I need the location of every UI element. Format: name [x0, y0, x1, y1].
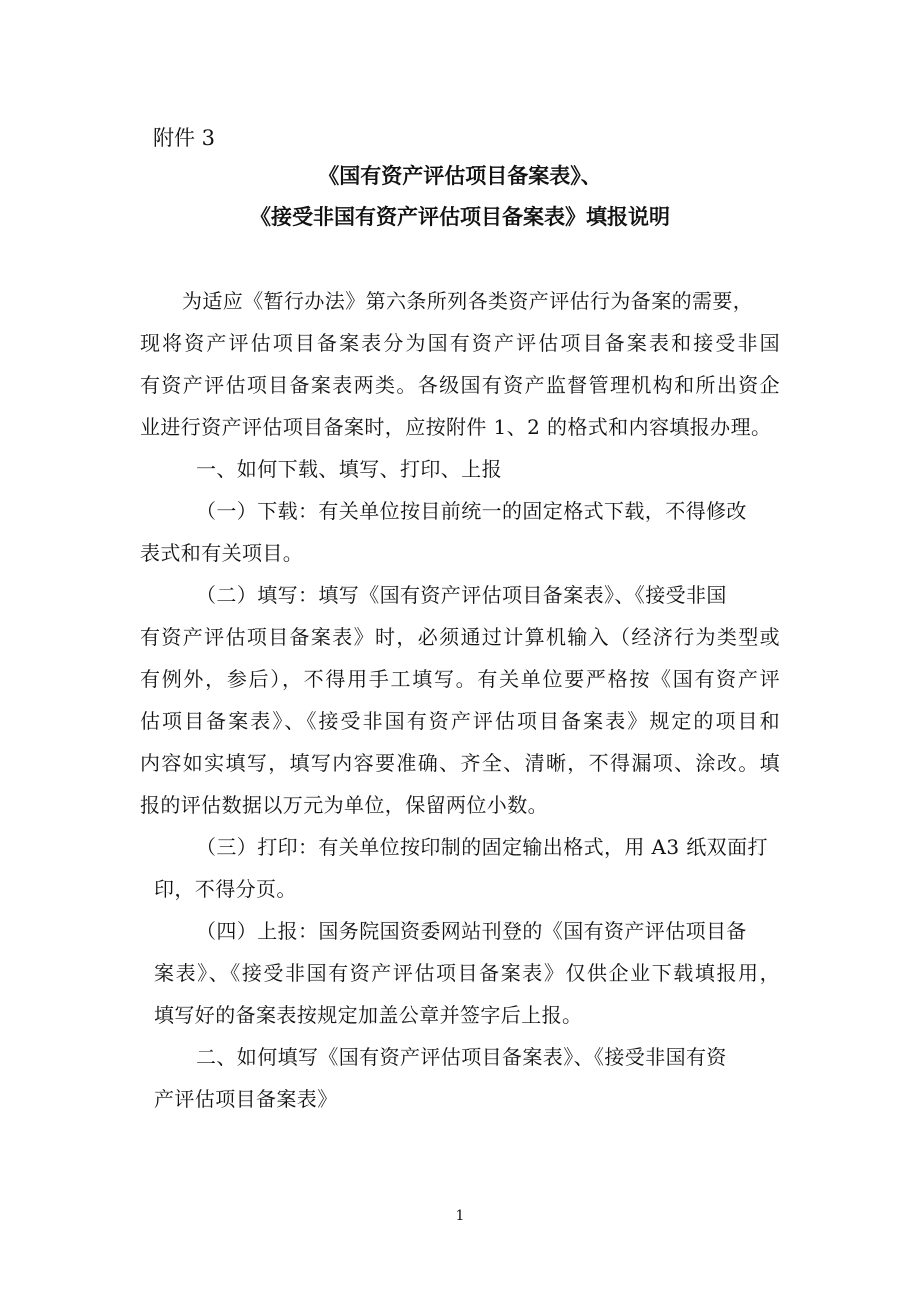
document-title-line-1: 《国有资产评估项目备案表》、: [318, 163, 602, 188]
section-heading: 产评估项目备案表》: [154, 1087, 338, 1111]
paragraph-line: 为适应《暂行办法》第六条所列各类资产评估行为备案的需要，: [182, 289, 754, 313]
paragraph-line: 估项目备案表》、《接受非国有资产评估项目备案表》规定的项目和: [140, 709, 780, 733]
paragraph-line: 内容如实填写，填写内容要准确、齐全、清晰，不得漏项、涂改。填: [140, 751, 780, 775]
paragraph-line: 有资产评估项目备案表两类。各级国有资产监督管理机构和所出资企: [140, 373, 780, 397]
paragraph-line: 案表》、《接受非国有资产评估项目备案表》仅供企业下载填报用，: [154, 961, 780, 985]
paragraph-line: （三）打印：有关单位按印制的固定输出格式，用 A3 纸双面打: [196, 835, 768, 859]
paragraph-line: （四）上报：国务院国资委网站刊登的《国有资产评估项目备: [196, 919, 747, 943]
section-heading: 二、如何填写《国有资产评估项目备案表》、《接受非国有资: [196, 1045, 727, 1069]
paragraph-line: （一）下载：有关单位按目前统一的固定格式下载，不得修改: [196, 499, 747, 523]
paragraph-line: 现将资产评估项目备案表分为国有资产评估项目备案表和接受非国: [140, 331, 780, 355]
document-title-line-2: 《接受非国有资产评估项目备案表》填报说明: [250, 204, 670, 229]
paragraph-line: 填写好的备案表按规定加盖公章并签字后上报。: [154, 1003, 583, 1027]
paragraph-line: 有例外，参后），不得用手工填写。有关单位要严格按《国有资产评: [140, 667, 780, 691]
paragraph-line: 业进行资产评估项目备案时，应按附件 1、2 的格式和内容填报办理。: [140, 415, 772, 439]
paragraph-line: 印，不得分页。: [154, 877, 297, 901]
annex-label: 附件 3: [153, 126, 216, 150]
section-heading: 一、如何下载、填写、打印、上报: [196, 457, 502, 481]
paragraph-line: 有资产评估项目备案表》时，必须通过计算机输入（经济行为类型或: [140, 625, 780, 649]
page-number: 1: [455, 1208, 465, 1224]
paragraph-line: （二）填写：填写《国有资产评估项目备案表》、《接受非国: [196, 583, 727, 607]
paragraph-line: 表式和有关项目。: [140, 541, 304, 565]
paragraph-line: 报的评估数据以万元为单位，保留两位小数。: [140, 793, 548, 817]
